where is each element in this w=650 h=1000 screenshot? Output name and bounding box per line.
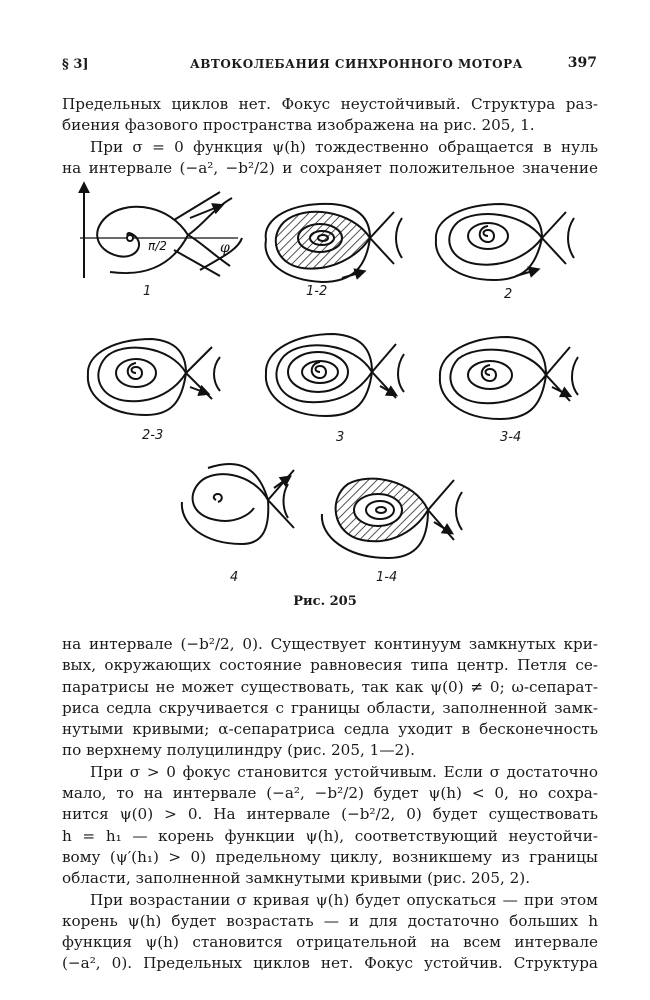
text-line: корень ψ(h) будет возрастать — и для достаточно больших h bbox=[62, 911, 598, 930]
text-line: мало, то на интервале (−a², −b²/2) будет ψ(h) < 0, но сохра- bbox=[62, 784, 598, 803]
text-line: биения фазового пространства изображена на рис. 205, 1. bbox=[62, 116, 535, 135]
text-line: При возрастании σ кривая ψ(h) будет опускаться — при этом bbox=[90, 890, 598, 909]
panel-label-1-4: 1-4 bbox=[376, 570, 398, 585]
text-line: риса седла скручивается с границы области, заполненной замк- bbox=[62, 698, 598, 717]
text-line: по верхнему полуцилиндру (рис. 205, 1—2). bbox=[62, 741, 415, 760]
phase-portrait-1 bbox=[70, 178, 250, 283]
panel-label-4: 4 bbox=[230, 570, 239, 585]
angle-label: π/2 bbox=[148, 239, 167, 253]
text-line: Предельных циклов нет. Фокус неустойчивый. Структура раз- bbox=[62, 95, 598, 113]
running-header bbox=[62, 55, 597, 77]
phase-portrait-1-2 bbox=[262, 200, 412, 285]
text-line: нится ψ(0) > 0. На интервале (−b²/2, 0) будет существовать bbox=[62, 805, 598, 824]
panel-label-2: 2 bbox=[504, 287, 513, 302]
text-line: области, заполненной замкнутыми кривыми (рис. 205, 2). bbox=[62, 869, 531, 888]
top-paragraph bbox=[62, 94, 598, 179]
text-line: паратрисы не может существовать, так как ψ(0) ≠ 0; ω-сепарат- bbox=[62, 677, 598, 696]
panel-label-1-2: 1-2 bbox=[306, 284, 328, 299]
text-line: нутыми кривыми; α-сепаратриса седла уходит в бесконечность bbox=[62, 720, 598, 739]
phase-portrait-4 bbox=[178, 458, 328, 548]
phase-portrait-3-4 bbox=[436, 335, 586, 425]
text-line: При σ > 0 фокус становится устойчивым. Если σ достаточно bbox=[90, 762, 598, 781]
figure-caption: Рис. 205 bbox=[293, 594, 357, 609]
panel-label-3: 3 bbox=[336, 430, 345, 445]
bottom-paragraph bbox=[62, 634, 598, 975]
running-title: АВТОКОЛЕБАНИЯ СИНХРОННОГО МОТОРА bbox=[190, 57, 523, 71]
phase-portrait-2-3 bbox=[86, 335, 236, 420]
text-line: на интервале (−b²/2, 0). Существует континуум замкнутых кри- bbox=[62, 635, 598, 653]
phase-portrait-2 bbox=[432, 200, 582, 285]
text-line: При σ = 0 функция ψ(h) тождественно обращается в нуль bbox=[90, 137, 598, 156]
phase-portrait-1-4 bbox=[318, 462, 478, 562]
text-line: функция ψ(h) становится отрицательной на всем интервале bbox=[62, 933, 598, 952]
text-line: вых, окружающих состояние равновесия типа центр. Петля се- bbox=[62, 656, 598, 675]
page-number: 397 bbox=[567, 55, 597, 71]
text-line: (−a², 0). Предельных циклов нет. Фокус устойчив. Структура bbox=[62, 954, 598, 973]
text-line: вому (ψ′(h₁) > 0) предельному циклу, возникшему из границы bbox=[62, 847, 598, 866]
text-line: h = h₁ — корень функции ψ(h), соответствующий неустойчи- bbox=[62, 826, 598, 845]
panel-label-1: 1 bbox=[143, 284, 152, 299]
phi-label: φ bbox=[220, 240, 230, 256]
section-mark: § 3] bbox=[62, 57, 89, 72]
panel-label-3-4: 3-4 bbox=[500, 430, 522, 445]
text-line: на интервале (−a², −b²/2) и сохраняет положительное значение bbox=[62, 158, 598, 177]
phase-portrait-3 bbox=[262, 330, 412, 420]
panel-label-2-3: 2-3 bbox=[142, 428, 164, 443]
